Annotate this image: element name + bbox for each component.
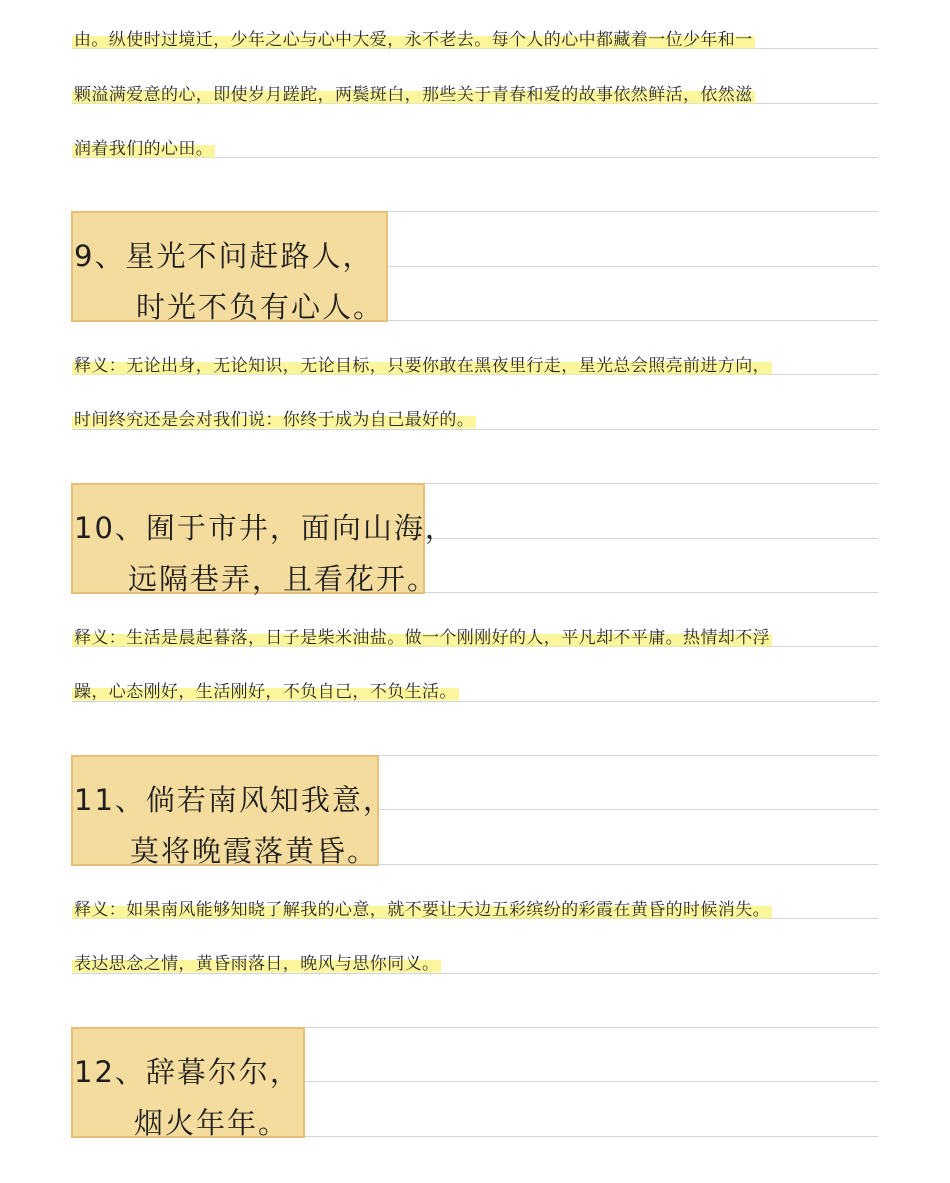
quote-title-9-line1: 9、星光不问赶路人， xyxy=(74,239,374,273)
intro-line: 润着我们的心田。 xyxy=(74,139,214,159)
explanation-11-line1: 释义：如果南风能够知晓了解我的心意，就不要让天边五彩缤纷的彩霞在黄昏的时候消失。 xyxy=(74,900,770,920)
explanation-9-line2: 时间终究还是会对我们说：你终于成为自己最好的。 xyxy=(74,410,475,430)
explanation-10-line2: 躁，心态刚好，生活刚好，不负自己，不负生活。 xyxy=(74,682,457,702)
quote-title-10-line2: 远隔巷弄，且看花开。 xyxy=(128,562,439,596)
quote-title-11-line1: 11、倘若南风知我意， xyxy=(74,783,394,817)
explanation-9-line1: 释义：无论出身，无论知识，无论目标，只要你敢在黑夜里行走，星光总会照亮前进方向， xyxy=(74,356,770,376)
quote-title-12-line1: 12、辞暮尔尔， xyxy=(74,1055,301,1089)
quote-title-10-line1: 10、囿于市井，面向山海， xyxy=(74,511,456,545)
quote-title-11-line2: 莫将晚霞落黄昏。 xyxy=(130,834,379,868)
explanation-10-line1: 释义：生活是晨起暮落，日子是柴米油盐。做一个刚刚好的人，平凡却不平庸。热情却不浮 xyxy=(74,628,770,648)
quote-title-9-line2: 时光不负有心人。 xyxy=(136,290,385,324)
quote-title-12-line2: 烟火年年。 xyxy=(134,1106,290,1140)
intro-line: 由。纵使时过境迁，少年之心与心中大爱，永不老去。每个人的心中都藏着一位少年和一 xyxy=(74,30,753,50)
explanation-11-line2: 表达思念之情，黄昏雨落日，晚风与思你同义。 xyxy=(74,954,440,974)
intro-line: 颗溢满爱意的心，即使岁月蹉跎，两鬓斑白，那些关于青春和爱的故事依然鲜活，依然滋 xyxy=(74,85,753,105)
